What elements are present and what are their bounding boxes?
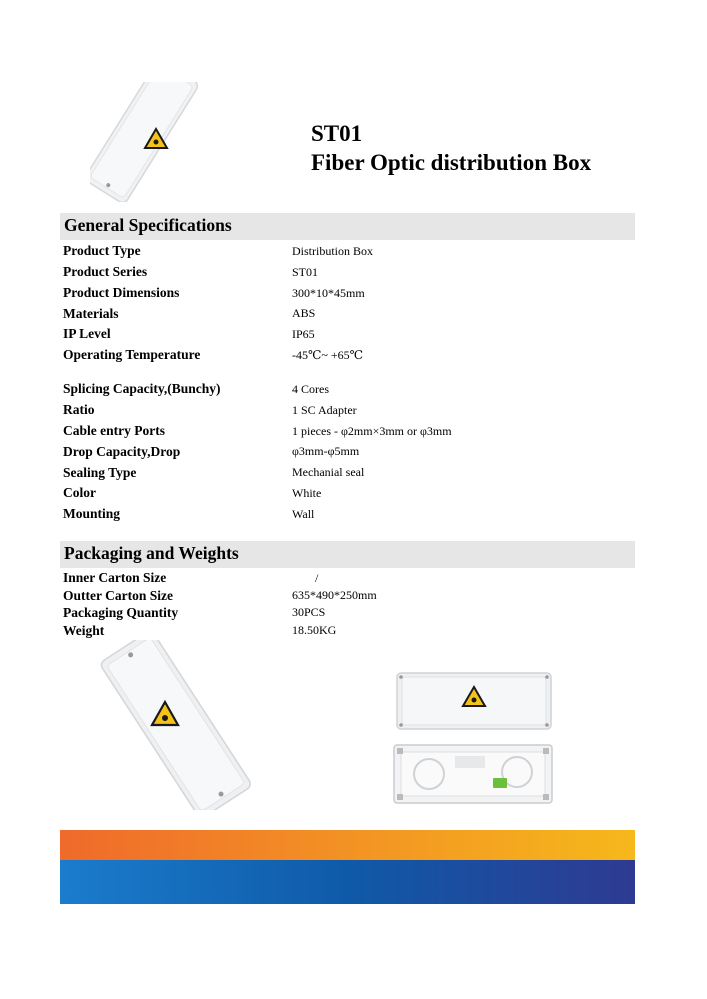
spec-label: Drop Capacity,Drop (63, 444, 181, 459)
spec-label: Packaging Quantity (63, 605, 179, 620)
spec-value: 1 SC Adapter (292, 403, 357, 417)
spec-label: Outter Carton Size (63, 588, 173, 603)
spec-value: -45℃~ +65℃ (292, 348, 364, 362)
spec-label: Product Type (63, 243, 141, 258)
laser-warning-icon (150, 700, 180, 728)
spec-label: IP Level (63, 326, 111, 341)
spec-value: IP65 (292, 327, 315, 341)
general-specifications-header (60, 213, 635, 240)
spec-value: Wall (292, 507, 315, 521)
spec-value: ST01 (292, 265, 319, 279)
spec-label: Materials (63, 306, 119, 321)
spec-label: Cable entry Ports (63, 423, 165, 438)
laser-warning-icon (143, 127, 169, 151)
product-name-title: Fiber Optic distribution Box (311, 150, 592, 175)
spec-value: White (292, 486, 322, 500)
spec-value: 635*490*250mm (292, 588, 377, 602)
spec-label: Operating Temperature (63, 347, 201, 362)
section-title: General Specifications (64, 215, 232, 235)
spec-value: / (315, 571, 319, 585)
spec-label: Mounting (63, 506, 121, 521)
closed-box-photo (396, 672, 552, 730)
model-title: ST01 (311, 121, 363, 146)
spec-value: 300*10*45mm (292, 286, 365, 300)
spec-value: ABS (292, 306, 316, 320)
spec-value: 1 pieces - φ2mm×3mm or φ3mm (292, 424, 452, 438)
spec-value: 4 Cores (292, 382, 329, 396)
spec-value: Mechanial seal (292, 465, 365, 479)
spec-label: Weight (63, 623, 105, 638)
banner-blue-stripe (60, 860, 635, 904)
open-box-photo (393, 744, 553, 804)
spec-label: Ratio (63, 402, 95, 417)
spec-label: Color (63, 485, 96, 500)
section-title: Packaging and Weights (64, 543, 239, 563)
spec-value: 18.50KG (292, 623, 337, 637)
spec-label: Sealing Type (63, 465, 137, 480)
spec-value: 30PCS (292, 605, 326, 619)
spec-label: Product Series (63, 264, 148, 279)
packaging-weights-header (60, 541, 635, 568)
spec-value: Distribution Box (292, 244, 374, 258)
banner-orange-stripe (60, 830, 635, 860)
spec-label: Inner Carton Size (63, 570, 167, 585)
spec-value: φ3mm-φ5mm (292, 444, 360, 458)
spec-label: Splicing Capacity,(Bunchy) (63, 381, 221, 396)
spec-label: Product Dimensions (63, 285, 180, 300)
